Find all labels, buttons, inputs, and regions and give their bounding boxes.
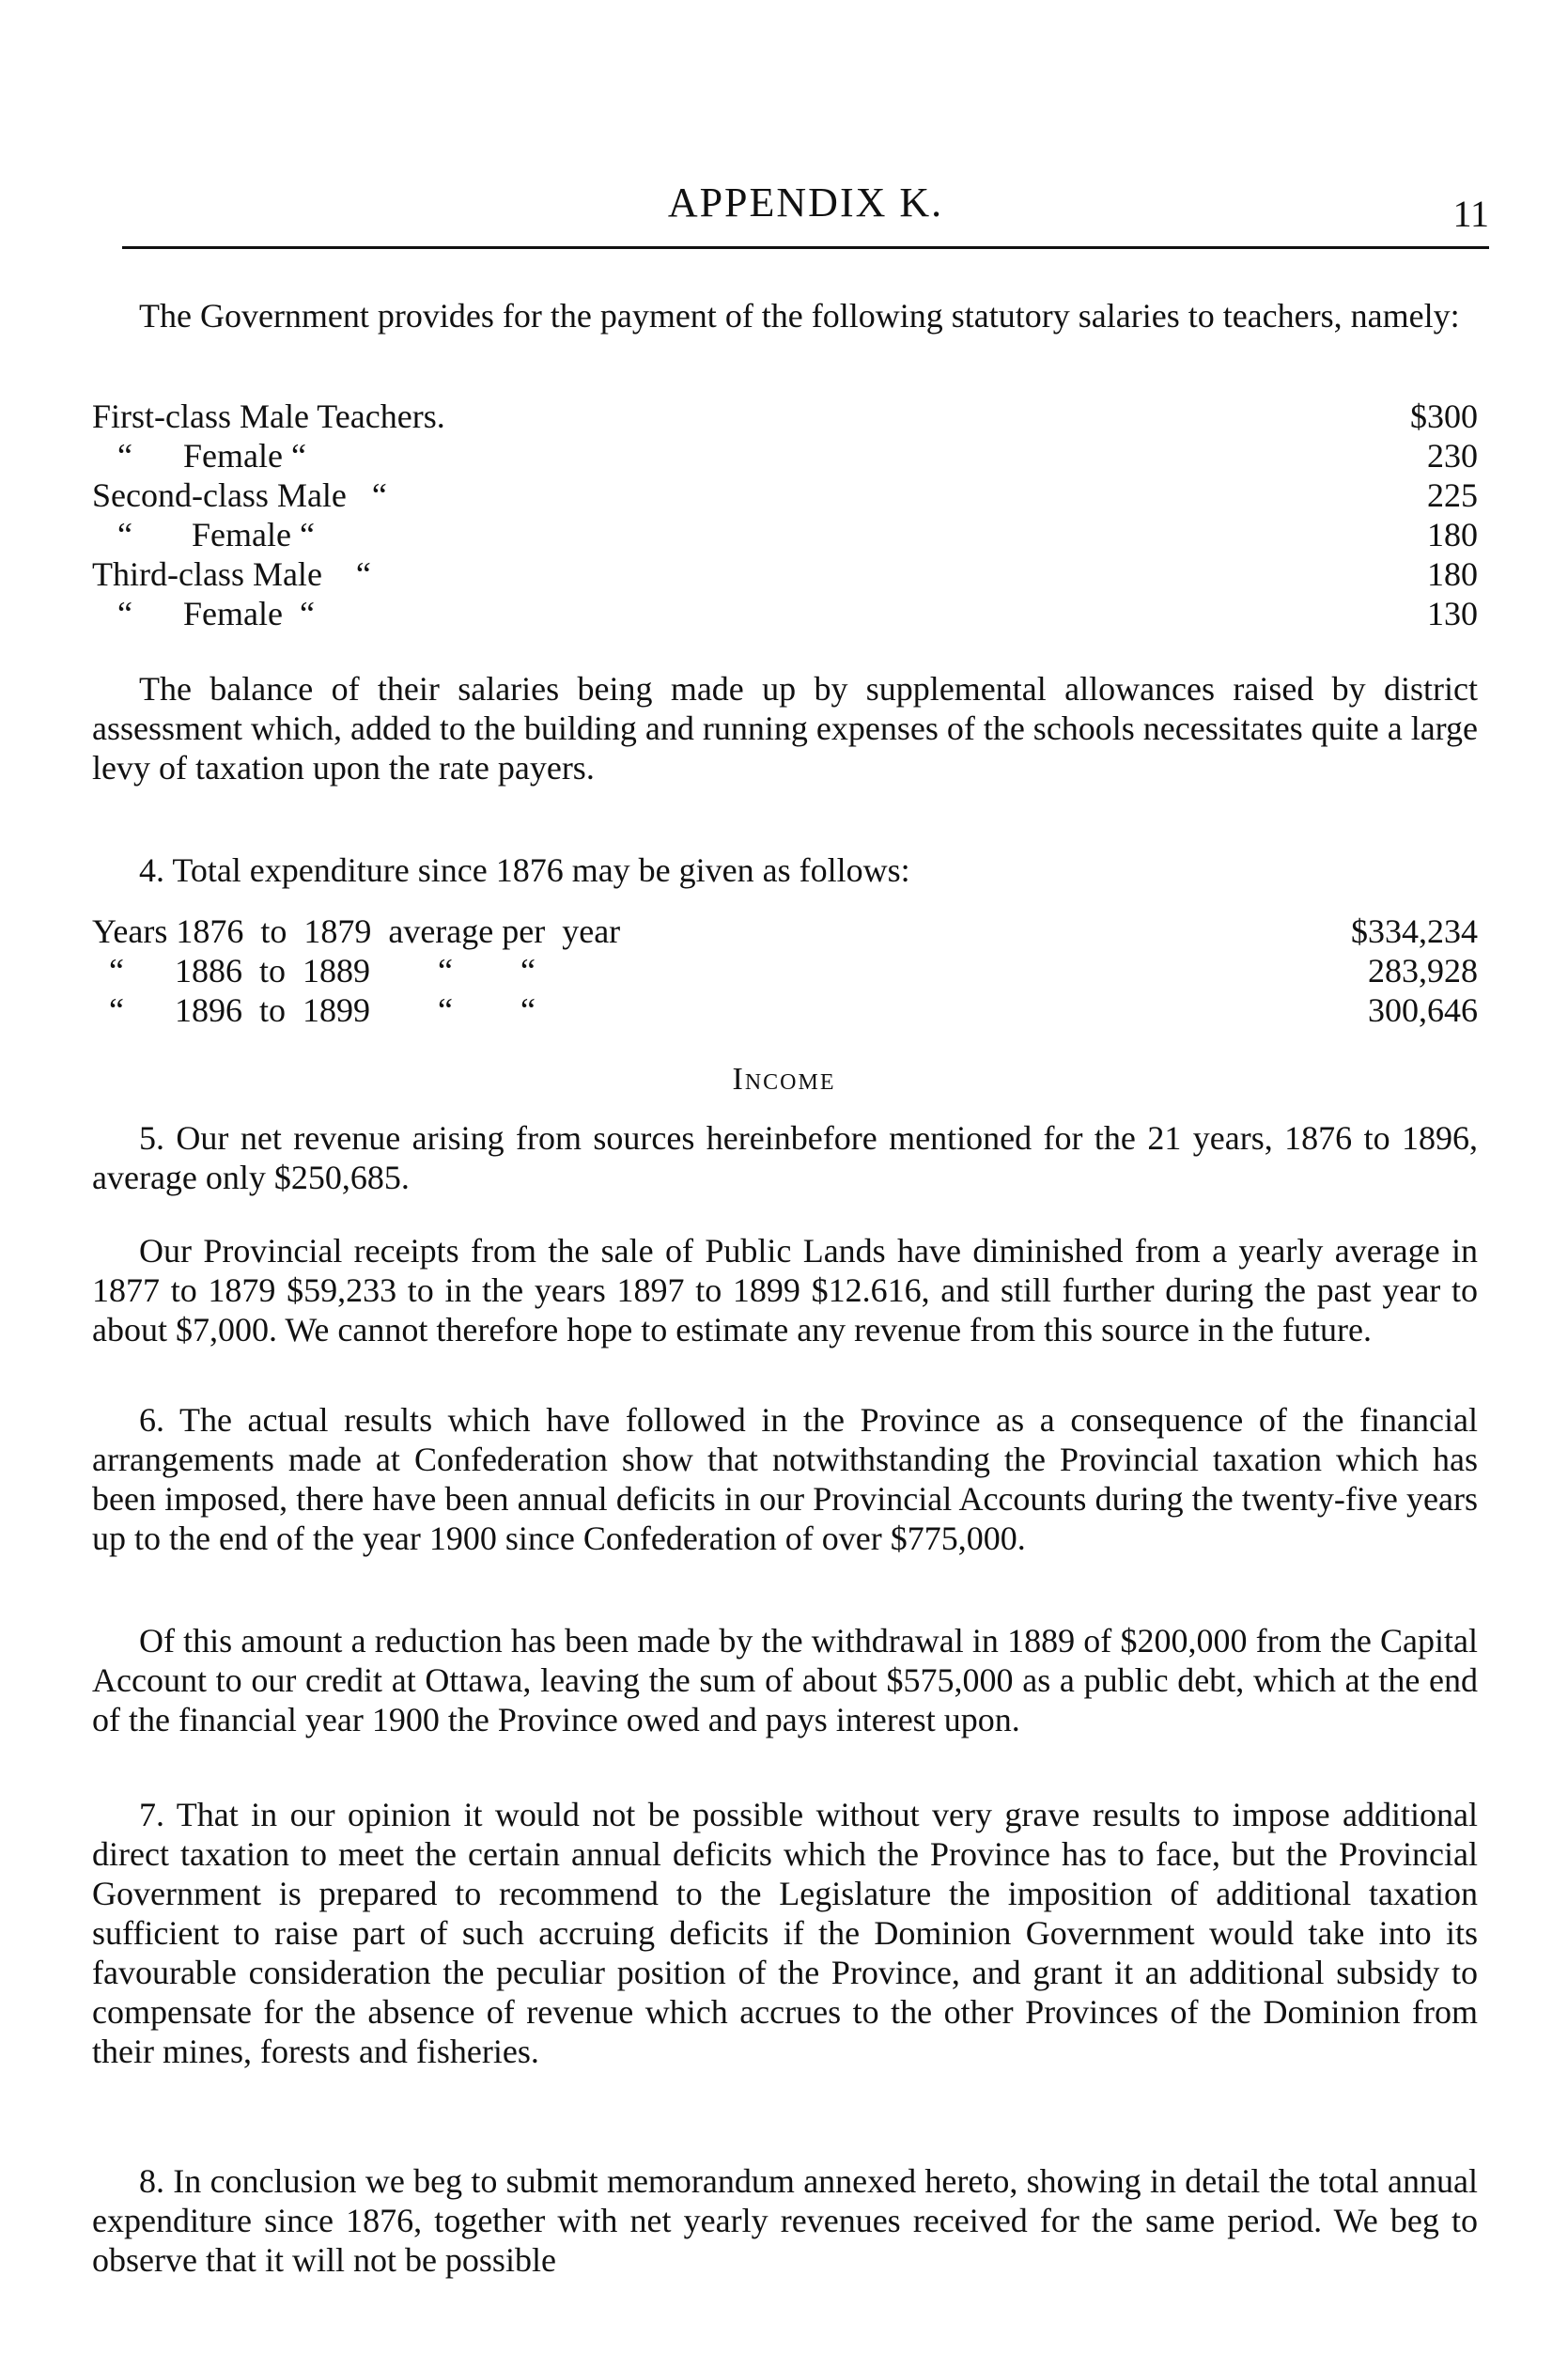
page-number: 11 bbox=[1452, 193, 1489, 235]
page-title: APPENDIX K. bbox=[667, 179, 944, 226]
expenditure-row bbox=[92, 912, 1478, 951]
salary-amount: 180 bbox=[1427, 516, 1478, 553]
expenditure-intro: 4. Total expenditure since 1876 may be given as follows: bbox=[139, 851, 910, 889]
salary-label: “ Female “ bbox=[92, 516, 315, 553]
expenditure-label: “ 1886 to 1889 “ “ bbox=[92, 952, 536, 990]
salary-label: Second-class Male “ bbox=[92, 476, 387, 514]
expenditure-label: Years 1876 to 1879 average per year bbox=[92, 912, 621, 950]
paragraph-5: 5. Our net revenue arising from sources hereinbefore mentioned for the 21 years, 1876 to 1896, average only $250,685. bbox=[92, 1119, 1478, 1196]
salary-label: “ Female “ bbox=[92, 437, 306, 475]
expenditure-amount: 283,928 bbox=[1368, 952, 1478, 990]
paragraph-6: 6. The actual results which have followed in the Province as a consequence of the financial arrangements made at Confederation show that notwithstanding the Provincial taxation which has been imposed, there have been annual deficits in our Provincial Accounts during the twenty-five years up to the end of the year 1900 since Confederation of over $775,000. bbox=[92, 1401, 1478, 1557]
paragraph-public-lands: Our Provincial receipts from the sale of Public Lands have diminished from a yearly average in 1877 to 1879 $59,233 to in the years 1897 to 1899 $12.616, and still further during the past year to about $7,000. We cannot therefore hope to estimate any revenue from this source in the future. bbox=[92, 1232, 1478, 1348]
salary-amount: 180 bbox=[1427, 555, 1478, 593]
balance-paragraph: The balance of their salaries being made up by supplemental allowances raised by district assessment which, added to the building and running expenses of the schools necessitates quite a large levy of taxation upon the rate payers. bbox=[92, 670, 1478, 787]
header-rule bbox=[122, 246, 1489, 249]
expenditure-amount: $334,234 bbox=[1351, 912, 1478, 950]
paragraph-8: 8. In conclusion we beg to submit memorandum annexed hereto, showing in detail the total annual expenditure since 1876, together with net yearly revenues received for the same period. We beg to observe that it will not be possible bbox=[92, 2162, 1478, 2279]
salary-label: Third-class Male “ bbox=[92, 555, 371, 593]
expenditure-amount: 300,646 bbox=[1368, 991, 1478, 1029]
salary-amount: 230 bbox=[1427, 437, 1478, 475]
salary-row bbox=[92, 594, 1478, 633]
expenditure-label: “ 1896 to 1899 “ “ bbox=[92, 991, 536, 1029]
salary-row bbox=[92, 515, 1478, 554]
page-header bbox=[122, 179, 1489, 244]
expenditure-row bbox=[92, 951, 1478, 990]
salary-row bbox=[92, 554, 1478, 594]
intro-paragraph: The Government provides for the payment of the following statutory salaries to teachers, namely: bbox=[139, 297, 1460, 335]
paragraph-7: 7. That in our opinion it would not be possible without very grave results to impose additional direct taxation to meet the certain annual deficits which the Province has to face, but the Provincial Government is prepared to recommend to the Legislature the imposition of additional taxation sufficient to raise part of such accruing deficits if the Dominion Government would take into its favourable consideration the peculiar position of the Province, and grant it an additional subsidy to compensate for the absence of revenue which accrues to the other Provinces of the Dominion from their mines, forests and fisheries. bbox=[92, 1796, 1478, 2070]
paragraph-reduction: Of this amount a reduction has been made by the withdrawal in 1889 of $200,000 from the Capital Account to our credit at Ottawa, leaving the sum of about $575,000 as a public debt, which at the end of the financial year 1900 the Province owed and pays interest upon. bbox=[92, 1622, 1478, 1738]
salary-row bbox=[92, 436, 1478, 475]
salary-label: “ Female “ bbox=[92, 595, 315, 632]
salary-amount: 130 bbox=[1427, 595, 1478, 632]
salary-row bbox=[92, 397, 1478, 436]
salary-amount: 225 bbox=[1427, 476, 1478, 514]
salary-row bbox=[92, 475, 1478, 515]
income-heading: Income bbox=[732, 1062, 836, 1097]
salary-amount: $300 bbox=[1410, 397, 1478, 435]
salary-label: First-class Male Teachers. bbox=[92, 397, 445, 435]
expenditure-row bbox=[92, 990, 1478, 1030]
